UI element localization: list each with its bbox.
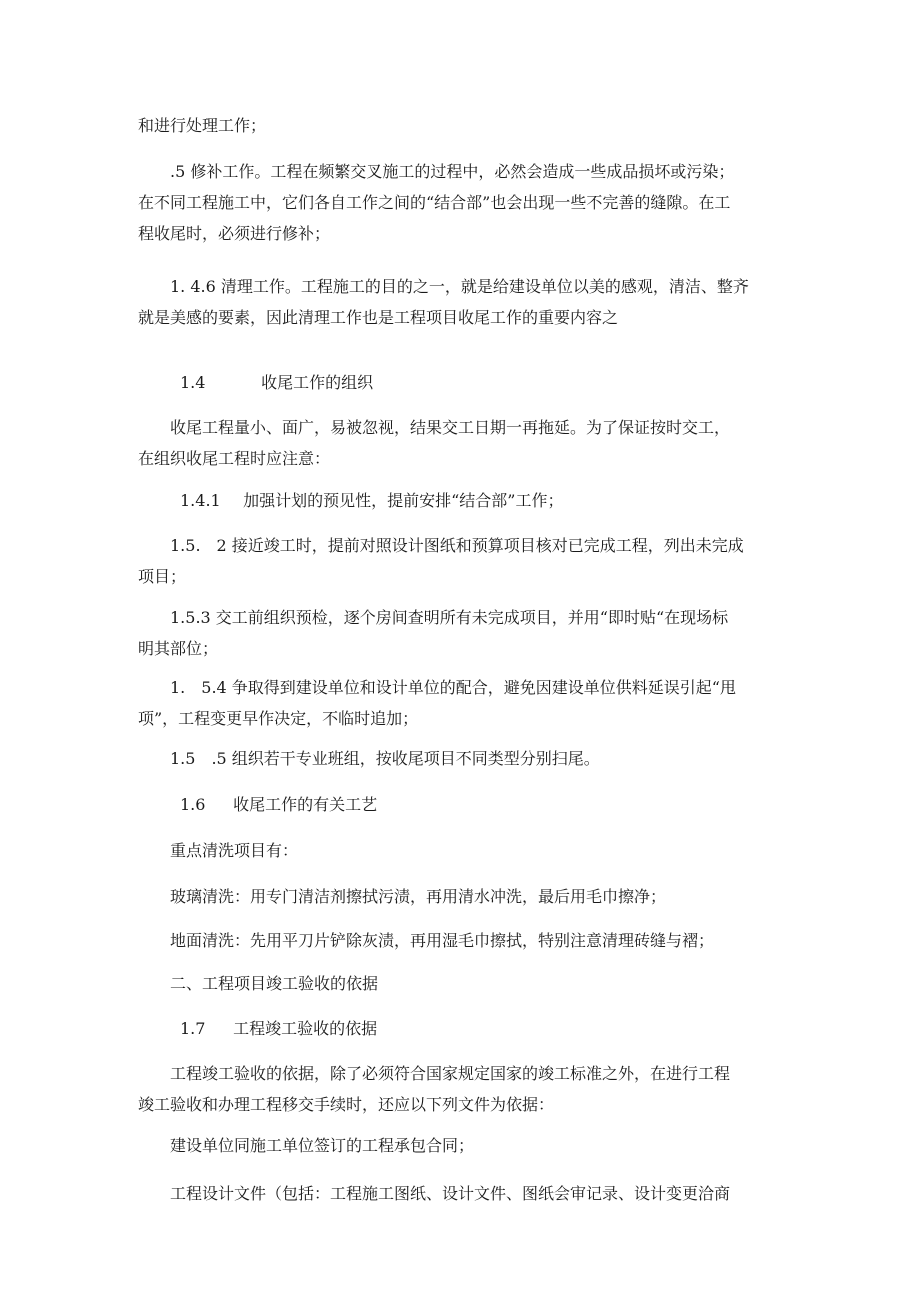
section-title: 工程竣工验收的依据 xyxy=(233,1019,378,1038)
section-heading-1-6 xyxy=(180,789,830,820)
paragraph-1-5-5 xyxy=(138,743,788,774)
section-title: 收尾工作的有关工艺 xyxy=(233,795,378,814)
text-line: 在不同工程施工中，它们各自工作之间的“结合部”也会出现一些不完善的缝隙。在工 xyxy=(138,193,731,212)
text-line: 1.5. 2 接近竣工时，提前对照设计图纸和预算项目核对已完成工程，列出未完成 xyxy=(138,536,744,555)
paragraph-1-5-2 xyxy=(138,530,788,592)
text-line: 地面清洗：先用平刀片铲除灰渍，再用湿毛巾擦拭，特别注意清理砖缝与褶； xyxy=(138,931,715,950)
paragraph-repair-work xyxy=(138,156,788,249)
text-line: 1. 4.6 清理工作。工程施工的目的之一，就是给建设单位以美的感观，清洁、整齐 xyxy=(138,277,749,296)
paragraph-design-documents xyxy=(138,1178,788,1209)
section-heading-1-4 xyxy=(180,367,830,398)
text-line: 和进行处理工作； xyxy=(138,116,267,135)
text-line: 项目； xyxy=(138,567,187,586)
section-heading-1-4-1 xyxy=(180,485,830,516)
text-line: 明其部位； xyxy=(138,639,219,658)
text-line: 程收尾时，必须进行修补； xyxy=(138,224,331,243)
text-line: 在组织收尾工程时应注意： xyxy=(138,449,331,468)
text-line: 1.5 .5 组织若干专业班组，按收尾项目不同类型分别扫尾。 xyxy=(138,749,600,768)
text-line: 项”，工程变更早作决定，不临时追加； xyxy=(138,709,419,728)
paragraph-acceptance-basis xyxy=(138,1058,788,1120)
section-number: 1.4.1 xyxy=(180,491,221,510)
paragraph-1-5-4 xyxy=(138,672,788,734)
paragraph-key-cleaning xyxy=(138,835,788,866)
paragraph-organization-intro xyxy=(138,412,788,474)
text-line: 收尾工程量小、面广，易被忽视，结果交工日期一再拖延。为了保证按时交工， xyxy=(138,418,731,437)
text-line: 建设单位同施工单位签订的工程承包合同； xyxy=(138,1136,475,1155)
section-title: 加强计划的预见性，提前安排“结合部”工作； xyxy=(243,491,564,510)
paragraph-continuation xyxy=(138,110,788,141)
paragraph-glass-cleaning xyxy=(138,881,788,912)
text-line: 重点清洗项目有： xyxy=(138,841,299,860)
text-line: 二、工程项目竣工验收的依据 xyxy=(138,974,379,993)
text-line: 玻璃清洗：用专门清洁剂擦拭污渍，再用清水冲洗，最后用毛巾擦净； xyxy=(138,887,667,906)
section-number: 1.6 xyxy=(180,795,206,814)
section-heading-1-7 xyxy=(180,1013,830,1044)
text-line: 就是美感的要素，因此清理工作也是工程项目收尾工作的重要内容之 xyxy=(138,308,619,327)
text-line: .5 修补工作。工程在频繁交叉施工的过程中，必然会造成一些成品损坏或污染； xyxy=(138,162,735,181)
paragraph-floor-cleaning xyxy=(138,925,788,956)
section-title: 收尾工作的组织 xyxy=(261,373,374,392)
section-number: 1.7 xyxy=(180,1019,206,1038)
text-line: 1. 5.4 争取得到建设单位和设计单位的配合，避免因建设单位供料延误引起“甩 xyxy=(138,678,736,697)
paragraph-contract xyxy=(138,1130,788,1161)
text-line: 工程设计文件（包括：工程施工图纸、设计文件、图纸会审记录、设计变更洽商 xyxy=(138,1184,731,1203)
chapter-heading-2 xyxy=(138,968,788,999)
section-number: 1.4 xyxy=(180,373,206,392)
text-line: 工程竣工验收的依据，除了必须符合国家规定国家的竣工标准之外，在进行工程 xyxy=(138,1064,731,1083)
paragraph-1-5-3 xyxy=(138,602,788,664)
text-line: 1.5.3 交工前组织预检，逐个房间查明所有未完成项目，并用“即时贴“在现场标 xyxy=(138,608,729,627)
paragraph-cleanup-work xyxy=(138,271,788,333)
text-line: 竣工验收和办理工程移交手续时，还应以下列文件为依据： xyxy=(138,1095,555,1114)
